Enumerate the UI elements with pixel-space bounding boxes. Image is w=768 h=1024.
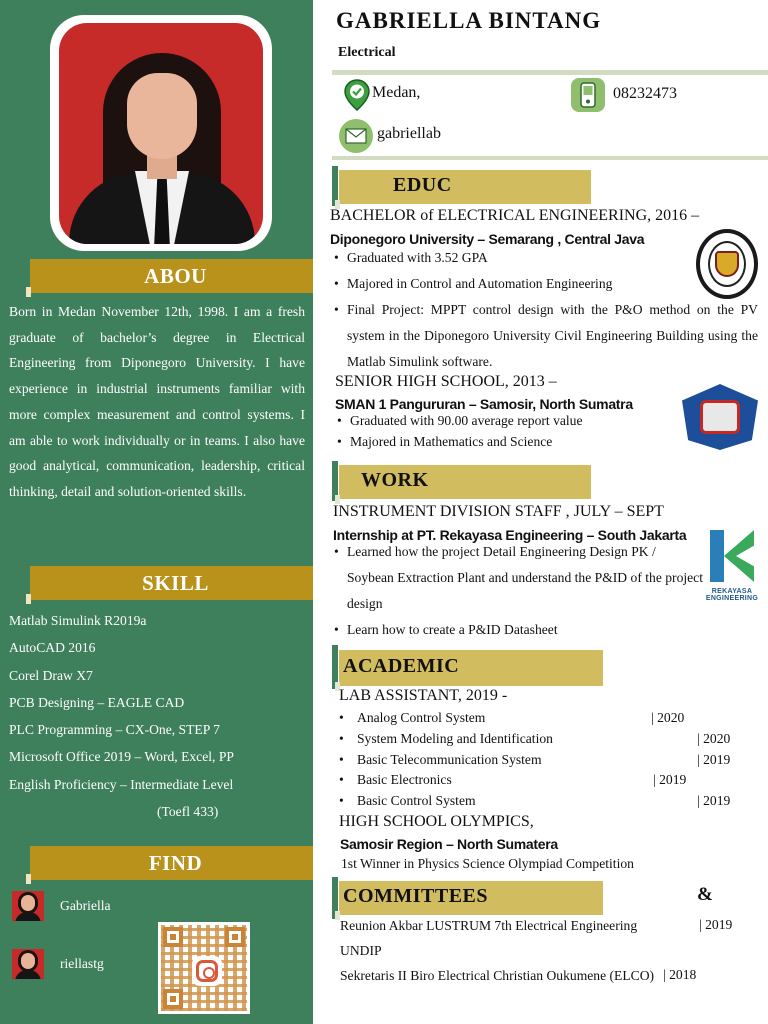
- highschool-title: SENIOR HIGH SCHOOL, 2013 –: [335, 373, 557, 390]
- divider: [332, 70, 768, 75]
- university-name: Diponegoro University – Semarang , Central Java: [330, 231, 645, 247]
- skill-heading-banner: [30, 566, 313, 600]
- list-item: • Graduated with 90.00 average report value: [337, 410, 677, 431]
- list-item: • Basic Telecommunication System | 2019: [339, 750, 739, 771]
- list-item: • Analog Control System | 2020: [339, 708, 739, 729]
- work-company: Internship at PT. Rekayasa Engineering – South Jakarta: [333, 527, 687, 543]
- academic-heading-banner: [339, 650, 603, 686]
- full-name: GABRIELLA BINTANG: [336, 8, 602, 33]
- work-heading: WORK: [361, 469, 429, 491]
- list-item: • Basic Electronics | 2019: [339, 770, 739, 791]
- final-project: [334, 297, 758, 375]
- avatar: [12, 891, 44, 921]
- job-title: Electrical: [338, 45, 396, 60]
- list-item: • Graduated with 3.52 GPA: [334, 245, 708, 271]
- list-item: • System Modeling and Identification | 2020: [339, 729, 739, 750]
- rekayasa-logo-text: REKAYASA ENGINEERING: [705, 588, 759, 602]
- about-text: Born in Medan November 12th, 1998. I am a fresh graduate of bachelor’s degree in Electrical Engineering from Diponegoro University. I have experience in industrial instruments familiar with more complex measurement and control systems. I am able to work individually or in teams. I also have good analytical, communication, leadership, critical thinking, detail and solution-oriented skills.: [9, 304, 305, 499]
- list-item: • Learned how the project Detail Engineering Design PK / Soybean Extraction Plant and understand the P&ID of the project design: [334, 539, 704, 617]
- social-instagram[interactable]: [12, 949, 104, 979]
- sidebar: [0, 0, 313, 1024]
- committee-item: Sekretaris II Biro Electrical Christian Oukumene (ELCO): [340, 968, 655, 983]
- location-text: Medan,: [372, 84, 421, 101]
- skill-item: Microsoft Office 2019 – Word, Excel, PP: [9, 749, 234, 765]
- mail-icon: [339, 119, 373, 153]
- list-item: • Final Project: MPPT control design with the P&O method on the PV system in the Diponegoro University Civil Engineering Building using the Matlab Simulink software.: [334, 297, 758, 375]
- highschool-points: [337, 410, 677, 452]
- social-facebook[interactable]: [12, 891, 111, 921]
- olympics-result: 1st Winner in Physics Science Olympiad Competition: [341, 856, 634, 871]
- skill-item: Matlab Simulink R2019a: [9, 613, 147, 628]
- avatar: [12, 949, 44, 979]
- skill-item: PCB Designing – EAGLE CAD: [9, 694, 185, 710]
- find-heading-banner: [30, 846, 313, 880]
- committees-heading-banner: [339, 881, 603, 915]
- committee-year: | 2018: [663, 967, 697, 982]
- divider: [332, 156, 768, 160]
- lab-list: [339, 708, 739, 812]
- olympics-region: Samosir Region – North Sumatera: [340, 836, 558, 852]
- profile-photo-frame: [50, 15, 272, 251]
- sman-logo: [682, 384, 758, 450]
- instagram-qr-code[interactable]: [158, 922, 250, 1014]
- instagram-icon: [192, 956, 222, 986]
- skill-list: [9, 607, 305, 825]
- social-handle: Gabriella: [60, 898, 111, 913]
- academic-heading: ACADEMIC: [343, 655, 460, 677]
- phone-icon: [571, 78, 605, 112]
- education-heading-banner: [339, 170, 591, 204]
- profile-photo: [59, 23, 263, 244]
- work-heading-banner: [339, 465, 591, 499]
- list-item: • Majored in Control and Automation Engineering: [334, 271, 708, 297]
- skill-item: AutoCAD 2016: [9, 640, 96, 656]
- committees-amp: &: [697, 884, 713, 905]
- find-heading: FIND: [148, 851, 203, 875]
- highschool-name: SMAN 1 Pangururan – Samosir, North Sumatra: [335, 396, 633, 412]
- skill-heading: SKILL: [142, 571, 209, 595]
- committee-item: Reunion Akbar LUSTRUM 7th Electrical Engineering UNDIP: [340, 918, 638, 958]
- phone-text[interactable]: 08232473: [613, 85, 677, 102]
- work-points: [334, 539, 704, 643]
- social-handle: riellastg: [60, 956, 104, 971]
- email-text[interactable]: gabriellab: [377, 125, 441, 142]
- main-content: [313, 0, 768, 1024]
- work-position: INSTRUMENT DIVISION STAFF , JULY – SEPT: [333, 503, 664, 520]
- about-heading-banner: [30, 259, 313, 293]
- location-pin-icon: [340, 78, 374, 112]
- committee-year: | 2019: [699, 917, 733, 932]
- skill-item: Corel Draw X7: [9, 667, 93, 683]
- degree-title: BACHELOR of ELECTRICAL ENGINEERING, 2016 –: [330, 207, 700, 224]
- list-item: • Majored in Mathematics and Science: [337, 431, 677, 452]
- list-item: • Learn how to create a P&ID Datasheet: [334, 617, 704, 643]
- education-heading: EDUC: [393, 174, 452, 196]
- committees-heading: COMMITTEES: [343, 885, 489, 907]
- skill-item: English Proficiency – Intermediate Level: [9, 776, 234, 792]
- olympics-title: HIGH SCHOOL OLYMPICS,: [339, 813, 534, 830]
- about-heading: ABOU: [144, 264, 207, 288]
- rekayasa-logo: [704, 528, 760, 606]
- lab-assistant-title: LAB ASSISTANT, 2019 -: [339, 687, 508, 704]
- list-item: • Basic Control System | 2019: [339, 791, 739, 812]
- university-points: [334, 245, 708, 297]
- skill-item: PLC Programming – CX-One, STEP 7: [9, 722, 220, 738]
- skill-item-note: (Toefl 433): [157, 804, 219, 820]
